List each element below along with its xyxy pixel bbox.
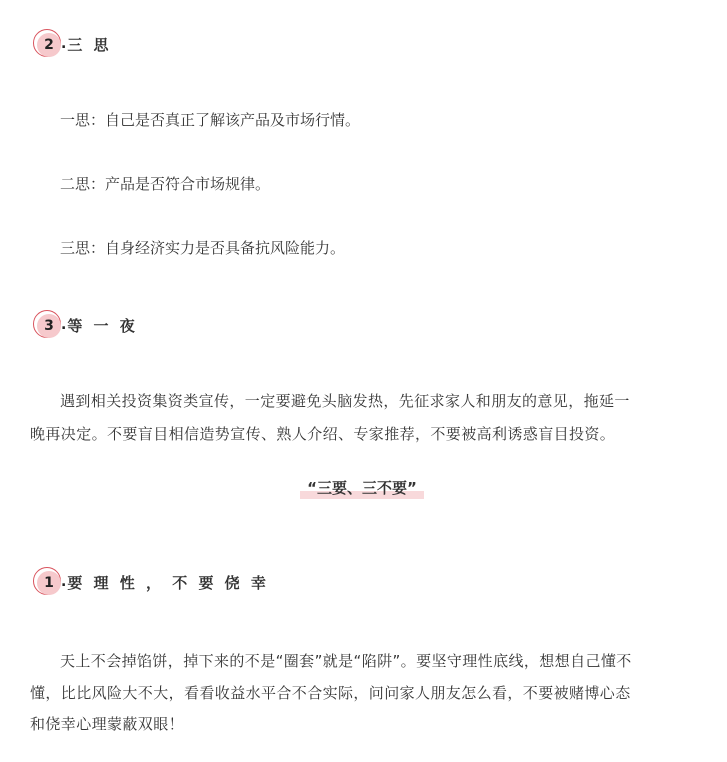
number-badge [33, 567, 63, 597]
think-item-3: 三思：自身经济实力是否具备抗风险能力。 [60, 239, 346, 257]
rational-paragraph-line-1: 天上不会掉馅饼，掉下来的不是“圈套”就是“陷阱”。要坚守理性底线，想想自己懂不 [60, 652, 632, 670]
section-heading-wait [33, 310, 138, 340]
think-item-1: 一思：自己是否真正了解该产品及市场行情。 [60, 111, 361, 129]
quote-title: “三要、三不要” [307, 479, 417, 497]
section-heading-rational [33, 567, 269, 597]
number-badge [33, 310, 63, 340]
heading-title: 等 一 夜 [67, 316, 138, 335]
badge-number: 3 [44, 318, 54, 334]
heading-dot: . [61, 574, 67, 590]
badge-number: 1 [44, 575, 54, 591]
heading-title: 要 理 性 ， 不 要 侥 幸 [67, 573, 269, 592]
badge-number: 2 [44, 37, 54, 53]
number-badge [33, 29, 63, 59]
heading-dot: . [61, 36, 67, 52]
section-heading-think [33, 29, 112, 59]
rational-paragraph-line-2: 懂，比比风险大不大，看看收益水平合不合实际，问问家人朋友怎么看，不要被赌博心态 [30, 684, 631, 702]
think-item-2: 二思：产品是否符合市场规律。 [60, 175, 271, 193]
heading-dot: . [61, 317, 67, 333]
wait-paragraph-line-1: 遇到相关投资集资类宣传，一定要避免头脑发热，先征求家人和朋友的意见，拖延一 [60, 392, 630, 410]
heading-title: 三 思 [67, 35, 112, 54]
rational-paragraph-line-3: 和侥幸心理蒙蔽双眼！ [30, 715, 185, 733]
wait-paragraph-line-2: 晚再决定。不要盲目相信造势宣传、熟人介绍、专家推荐，不要被高利诱惑盲目投资。 [30, 425, 616, 443]
